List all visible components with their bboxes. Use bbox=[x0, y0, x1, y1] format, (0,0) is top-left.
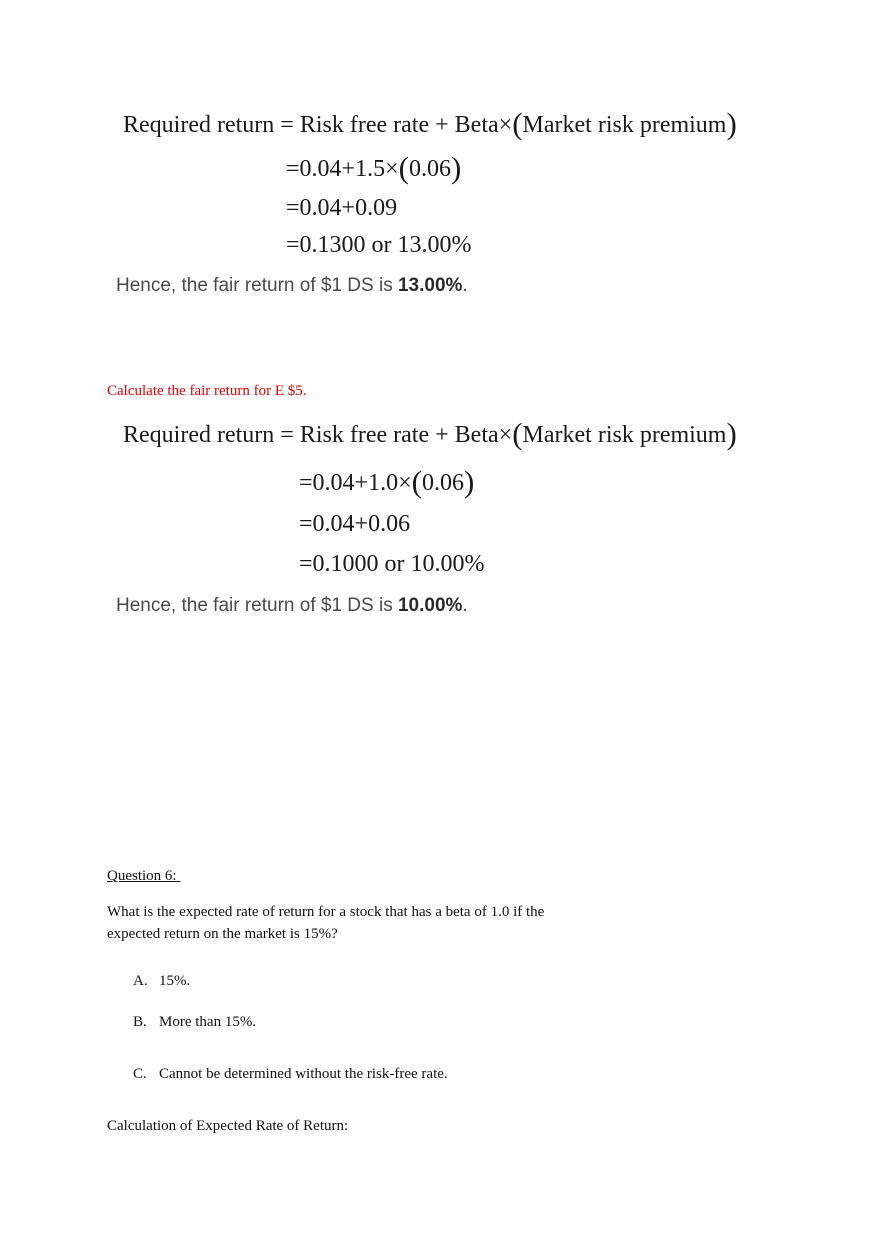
equation-2-line-4: =0.1000 or 10.00% bbox=[299, 551, 485, 577]
result-note-2: Hence, the fair return of $1 DS is 10.00%. bbox=[116, 595, 468, 616]
option-b[interactable]: B. More than 15%. bbox=[133, 1014, 257, 1030]
equation-1-line-1: Required return = Risk free rate + Beta×(Market risk premium) bbox=[123, 106, 737, 141]
instruction-text: Calculate the fair return for E $5. bbox=[107, 383, 307, 399]
option-c[interactable]: C. Cannot be determined without the risk-free rate. bbox=[133, 1066, 448, 1082]
question-title: Question 6: bbox=[107, 868, 177, 884]
equation-1-line-2: =0.04+1.5×(0.06) bbox=[286, 150, 462, 185]
question-text: What is the expected rate of return for a stock that has a beta of 1.0 if the expected return on the market is 15%? bbox=[107, 904, 545, 942]
equation-1-line-4: =0.1300 or 13.00% bbox=[286, 232, 472, 258]
equation-2-line-1: Required return = Risk free rate + Beta×(Market risk premium) bbox=[123, 416, 737, 451]
equation-1-line-3: =0.04+0.09 bbox=[286, 195, 398, 221]
result-note-1: Hence, the fair return of $1 DS is 13.00%. bbox=[116, 275, 468, 296]
equation-2-line-3: =0.04+0.06 bbox=[299, 511, 411, 537]
option-a[interactable]: A. 15%. bbox=[133, 973, 191, 989]
equation-2-line-2: =0.04+1.0×(0.06) bbox=[299, 464, 475, 499]
section-heading: Calculation of Expected Rate of Return: bbox=[107, 1118, 349, 1134]
equation-lhs: Required return bbox=[123, 112, 275, 138]
